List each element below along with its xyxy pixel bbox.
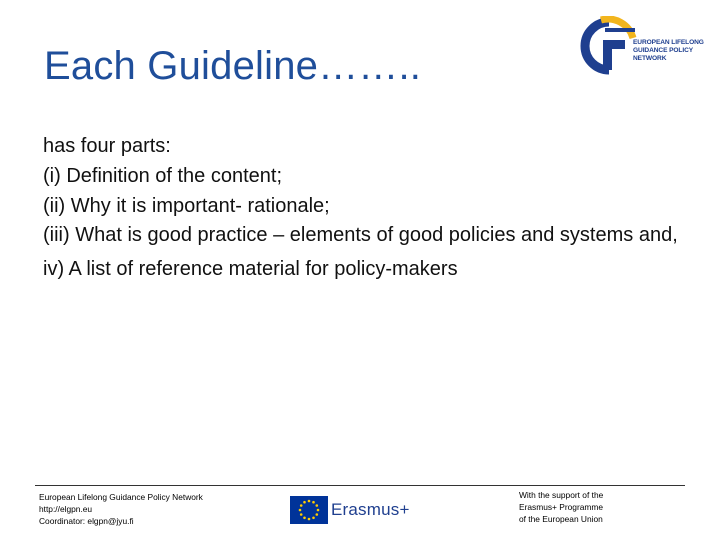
body-line: iv) A list of reference material for policy-makers (43, 258, 458, 280)
footer-website-link[interactable]: http://elgpn.eu (39, 504, 93, 514)
support-line: Erasmus+ Programme (519, 502, 604, 512)
elgpn-logo-mark-icon (579, 16, 639, 76)
footer-network-info (39, 491, 203, 527)
erasmus-wordmark: Erasmus+ (331, 500, 410, 519)
body-line: (iii) What is good practice – elements of good policies and systems and, (43, 224, 678, 246)
elgpn-logo (579, 16, 704, 76)
erasmus-logo (290, 496, 420, 526)
support-line: With the support of the (519, 490, 604, 500)
logo-text-line: NETWORK (633, 55, 667, 63)
support-line: of the European Union (519, 514, 603, 524)
body-line: has four parts: (43, 135, 171, 157)
footer-support-note (519, 489, 603, 525)
slide-body (43, 131, 683, 284)
logo-text-line: GUIDANCE POLICY (633, 47, 694, 55)
body-line: (i) Definition of the content; (43, 165, 283, 187)
footer-coordinator-email[interactable]: Coordinator: elgpn@jyu.fi (39, 516, 134, 526)
eu-flag-icon (290, 496, 328, 526)
body-line: (ii) Why it is important- rationale; (43, 195, 330, 217)
elgpn-logo-text (633, 39, 704, 64)
logo-text-line: EUROPEAN LIFELONG (633, 39, 704, 46)
slide-title: Each Guideline…….. (44, 44, 422, 88)
footer-divider (35, 485, 685, 486)
footer-network-name: European Lifelong Guidance Policy Network (39, 492, 203, 502)
